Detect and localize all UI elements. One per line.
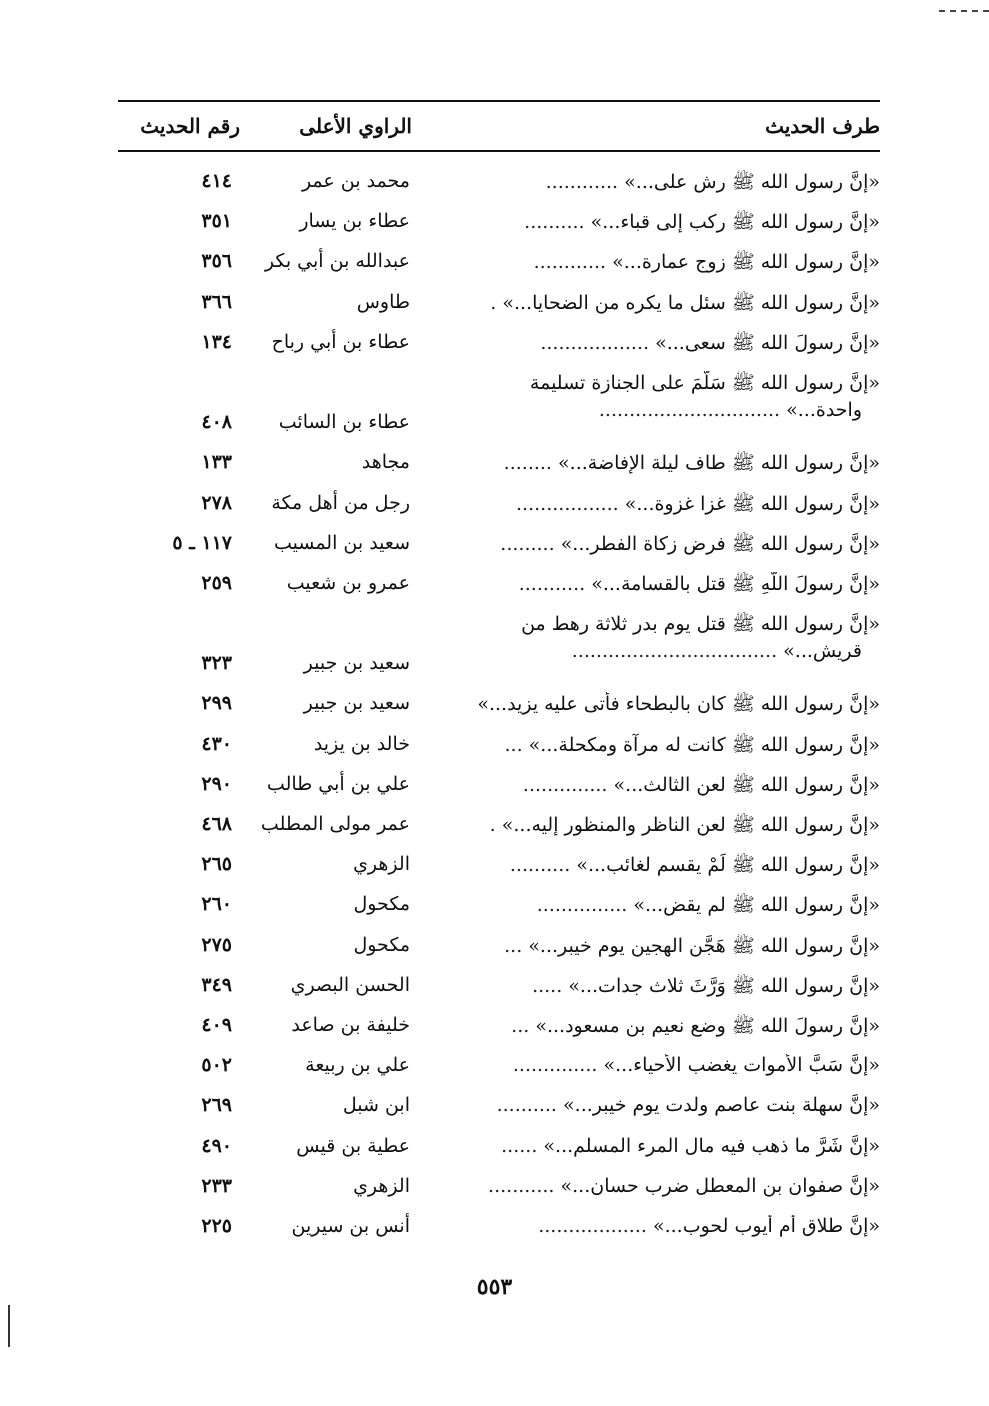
leader-dots: .............................. — [598, 398, 781, 421]
narrator-name: عمرو بن شعيب — [286, 571, 410, 594]
hadith-number: ٢٦٥ — [201, 853, 232, 876]
narrator-name: عطاء بن أبي رباح — [271, 330, 410, 353]
hadith-text — [425, 773, 880, 801]
narrator-name: سعيد بن المسيب — [273, 531, 410, 554]
leader-dots: .................. — [540, 331, 650, 354]
leader-dots: .................. — [538, 1214, 647, 1237]
hadith-opening: «إنَّ سَبَّ الأموات يغضب الأحياء...» — [603, 1054, 880, 1077]
narrator-name: علي بن أبي طالب — [266, 772, 410, 795]
hadith-number: ٣٥١ — [201, 210, 232, 233]
hadith-text — [425, 612, 880, 662]
table-row — [118, 1129, 880, 1169]
hadith-number: ١٣٣ — [201, 451, 232, 474]
narrator-name: الزهري — [353, 853, 410, 876]
hadith-number: ٤١٤ — [201, 170, 232, 192]
hadith-opening: «إنَّ رسولَ الله ﷺ سعى...» — [655, 331, 880, 354]
hadith-number: ٣٦٦ — [201, 290, 232, 313]
hadith-number: ٤٩٠ — [201, 1134, 232, 1157]
narrator-name: خليفة بن صاعد — [291, 1013, 410, 1036]
leader-dots: .......... — [524, 211, 585, 234]
hadith-opening: «إنَّ رسول الله ﷺ رش على...» — [624, 171, 880, 193]
leader-dots: ............ — [533, 251, 607, 274]
leader-dots: . — [490, 291, 497, 314]
hadith-opening: «إنَّ رسول الله ﷺ سئل ما يكره من الضحايا...» — [502, 291, 880, 314]
hadith-number: ٣٥٦ — [201, 250, 232, 273]
hadith-number: ٢٢٥ — [201, 1214, 232, 1237]
table-row — [118, 1209, 880, 1249]
table-row — [118, 1048, 880, 1088]
narrator-name: عطاء بن السائب — [278, 410, 410, 433]
hadith-continuation — [425, 640, 880, 662]
hadith-number: ١٣٤ — [201, 330, 232, 353]
narrator-name: عطاء بن يسار — [299, 210, 410, 233]
hadith-number: ٤٣٠ — [201, 732, 232, 755]
hadith-text — [425, 170, 880, 198]
narrator-name: خالد بن يزيد — [313, 732, 410, 755]
hadith-text — [425, 371, 880, 421]
leader-dots: ... — [504, 934, 523, 957]
leader-dots: ............... — [536, 894, 628, 917]
hadith-number: ٢٥٩ — [201, 571, 232, 594]
hadith-opening: «إنَّ طلاق أم أيوب لحوب...» — [652, 1214, 880, 1237]
leader-dots: ............ — [545, 171, 619, 193]
narrator-name: ابن شبل — [342, 1094, 410, 1117]
hadith-text — [425, 692, 880, 720]
table-row — [118, 526, 880, 566]
hadith-opening: «إنَّ رسول الله ﷺ هَجَّن الهجين يوم خيبر...» — [528, 934, 880, 957]
narrator-name: مجاهد — [361, 451, 410, 474]
header-hadith: طرف الحديث — [765, 114, 880, 138]
leader-dots: ..... — [532, 974, 563, 997]
hadith-text — [425, 974, 880, 1002]
table-row — [118, 887, 880, 927]
page-number: ٥٥٣ — [476, 1274, 513, 1300]
hadith-text — [425, 1175, 880, 1197]
narrator-name: مكحول — [353, 933, 410, 956]
hadith-opening: «إنَّ رسولَ الله ﷺ وضع نعيم بن مسعود...» — [535, 1014, 880, 1037]
table-row — [118, 847, 880, 887]
hadith-text — [425, 291, 880, 319]
table-row — [118, 1169, 880, 1209]
leader-dots: .................................. — [571, 640, 778, 663]
hadith-text — [425, 1014, 880, 1042]
hadith-text — [425, 1054, 880, 1076]
leader-dots: .......... — [509, 854, 571, 877]
table-row — [118, 164, 880, 204]
table-header — [118, 100, 880, 152]
hadith-number: ٤٠٩ — [201, 1013, 232, 1036]
narrator-name: أنس بن سيرين — [291, 1214, 410, 1237]
table-row — [118, 686, 880, 726]
leader-dots: ................. — [516, 492, 619, 515]
header-narrator: الراوي الأعلى — [299, 114, 412, 138]
hadith-opening: «إنَّ رسولَ اللَّهِ ﷺ قتل بالقسامة...» — [591, 572, 880, 595]
leader-dots: .......... — [496, 1094, 557, 1117]
corner-mark — [939, 10, 989, 12]
narrator-name: محمد بن عمر — [301, 170, 410, 192]
leader-dots: .............. — [512, 1054, 598, 1077]
narrator-name: مكحول — [353, 893, 410, 916]
hadith-opening: «إنَّ سهلة بنت عاصم ولدت يوم خيبر...» — [563, 1094, 880, 1117]
hadith-text — [425, 492, 880, 520]
hadith-text — [425, 532, 880, 560]
hadith-number: ١١٧ ـ ٥ — [172, 531, 232, 554]
hadith-number: ٢٦٩ — [201, 1094, 232, 1117]
leader-dots: . — [489, 814, 496, 837]
table-row — [118, 1008, 880, 1048]
margin-mark — [8, 1305, 10, 1347]
table-row — [118, 566, 880, 606]
hadith-text — [425, 451, 880, 479]
hadith-text — [425, 813, 880, 841]
hadith-opening: «إنَّ رسول الله ﷺ كان بالبطحاء فأتى عليه يزيد...» — [477, 693, 880, 716]
table-rows — [118, 164, 880, 1249]
hadith-number: ٢٧٥ — [201, 933, 232, 956]
hadith-text — [425, 250, 880, 278]
hadith-number: ٢٩٠ — [201, 772, 232, 795]
table-row — [118, 928, 880, 968]
hadith-opening: «إنَّ شَرَّ ما ذهب فيه مال المرء المسلم...» — [543, 1134, 880, 1157]
hadith-continuation-text: واحدة...» — [786, 398, 862, 421]
hadith-opening: «إنَّ رسول الله ﷺ طاف ليلة الإفاضة...» — [558, 452, 880, 475]
hadith-text — [425, 1135, 880, 1157]
header-number: رقم الحديث — [140, 114, 240, 138]
hadith-opening: «إنَّ رسول الله ﷺ كانت له مرآة ومكحلة...» — [528, 733, 880, 756]
hadith-text — [425, 733, 880, 761]
hadith-number: ٢٧٨ — [201, 491, 232, 514]
narrator-name: علي بن ربيعة — [305, 1054, 410, 1077]
narrator-name: سعيد بن جبير — [303, 652, 410, 675]
narrator-name: الحسن البصري — [290, 973, 410, 996]
hadith-opening: «إنَّ رسول الله ﷺ ركب إلى قباء...» — [590, 211, 880, 234]
leader-dots: ........... — [488, 1174, 555, 1197]
hadith-opening: «إنَّ رسول الله ﷺ غزا غزوة...» — [624, 492, 880, 515]
table-row — [118, 486, 880, 526]
hadith-text — [425, 853, 880, 881]
leader-dots: ...... — [501, 1134, 538, 1157]
hadith-continuation-text: قريش...» — [783, 640, 862, 663]
leader-dots: ........... — [518, 572, 586, 595]
table-row — [118, 1088, 880, 1128]
hadith-text — [425, 1094, 880, 1116]
narrator-name: عطية بن قيس — [296, 1134, 410, 1157]
hadith-text — [425, 934, 880, 962]
table-row — [118, 325, 880, 365]
narrator-name: الزهري — [353, 1174, 410, 1197]
hadith-opening: «إنَّ رسول الله ﷺ قتل يوم بدر ثلاثة رهط من — [521, 613, 880, 636]
hadith-index-table — [118, 100, 880, 1237]
hadith-text — [425, 572, 880, 600]
leader-dots: ... — [504, 733, 523, 756]
table-row — [118, 204, 880, 244]
hadith-text — [425, 1215, 880, 1237]
hadith-opening: «إنَّ رسول الله ﷺ لعن الناظر والمنظور إليه...» — [501, 814, 880, 837]
hadith-number: ٢٣٣ — [201, 1174, 232, 1197]
hadith-opening: «إنَّ صفوان بن المعطل ضرب حسان...» — [560, 1174, 880, 1197]
hadith-number: ٥٠٢ — [201, 1054, 232, 1077]
table-row — [118, 365, 880, 445]
hadith-opening: «إنَّ رسول الله ﷺ لم يقض...» — [633, 894, 880, 917]
table-row — [118, 767, 880, 807]
leader-dots: ........ — [503, 452, 552, 475]
hadith-opening: «إنَّ رسول الله ﷺ فرض زكاة الفطر...» — [560, 532, 880, 555]
narrator-name: رجل من أهل مكة — [271, 491, 410, 514]
table-row — [118, 606, 880, 686]
hadith-opening: «إنَّ رسول الله ﷺ سَلَّمَ على الجنازة تسليمة — [529, 371, 880, 394]
hadith-number: ٢٩٩ — [201, 692, 232, 715]
narrator-name: عبدالله بن أبي بكر — [264, 250, 410, 273]
hadith-text — [425, 331, 880, 359]
leader-dots: .............. — [522, 773, 608, 796]
hadith-opening: «إنَّ رسول الله ﷺ زوج عمارة...» — [612, 251, 880, 274]
hadith-text — [425, 893, 880, 921]
leader-dots: ......... — [500, 532, 555, 555]
hadith-number: ٣٢٣ — [201, 652, 232, 675]
table-row — [118, 807, 880, 847]
hadith-continuation — [425, 399, 880, 421]
table-row — [118, 968, 880, 1008]
table-row — [118, 727, 880, 767]
hadith-number: ٤٦٨ — [201, 813, 232, 836]
hadith-opening: «إنَّ رسول الله ﷺ لَمْ يقسم لغائب...» — [576, 854, 880, 877]
table-row — [118, 445, 880, 485]
hadith-opening: «إنَّ رسول الله ﷺ وَرَّثَ ثلاث جدات...» — [568, 974, 880, 997]
table-row — [118, 285, 880, 325]
narrator-name: عمر مولى المطلب — [260, 813, 410, 836]
table-row — [118, 244, 880, 284]
narrator-name: سعيد بن جبير — [303, 692, 410, 715]
hadith-number: ٤٠٨ — [201, 410, 232, 433]
hadith-text — [425, 210, 880, 238]
hadith-number: ٢٦٠ — [201, 893, 232, 916]
hadith-opening: «إنَّ رسول الله ﷺ لعن الثالث...» — [613, 773, 880, 796]
narrator-name: طاوس — [356, 290, 410, 313]
hadith-number: ٣٤٩ — [201, 973, 232, 996]
leader-dots: ... — [511, 1014, 530, 1037]
